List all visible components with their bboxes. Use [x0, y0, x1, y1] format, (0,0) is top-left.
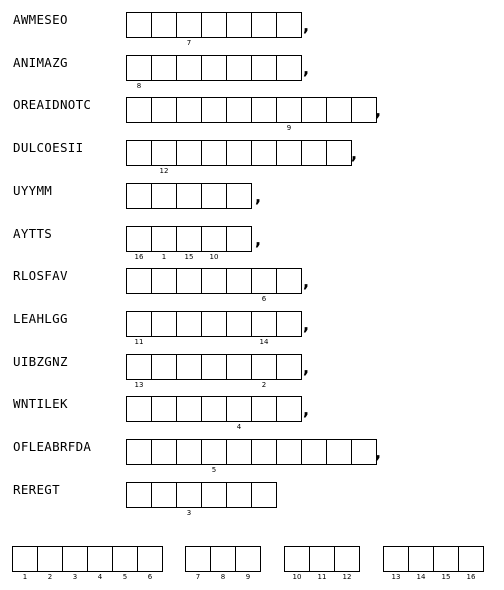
- letter-cell[interactable]: [151, 183, 177, 209]
- cell-number: 13: [391, 573, 401, 581]
- clue-word: UYYMM: [13, 182, 53, 198]
- clue-word: AYTTS: [13, 225, 53, 241]
- answer-cell[interactable]: [235, 546, 261, 581]
- answer-cell[interactable]: [137, 546, 163, 581]
- letter-cell[interactable]: [126, 97, 152, 123]
- row-comma: ,: [303, 58, 310, 78]
- letter-cell[interactable]: [251, 268, 277, 304]
- cell-number: 3: [186, 508, 192, 517]
- letter-cell[interactable]: [226, 12, 252, 38]
- cell-number: 10: [292, 573, 302, 581]
- answer-row: [126, 354, 302, 389]
- answer-row: [126, 97, 377, 133]
- letter-cell[interactable]: [126, 311, 152, 346]
- letter-cell[interactable]: [351, 97, 377, 123]
- answer-row: [126, 396, 302, 432]
- letter-cell[interactable]: [176, 268, 202, 294]
- letter-cell[interactable]: [251, 97, 277, 123]
- final-answer-word: [12, 546, 163, 581]
- answer-cell[interactable]: [433, 546, 459, 581]
- cell-number: 8: [220, 573, 226, 581]
- letter-cell[interactable]: [301, 97, 327, 123]
- letter-cell[interactable]: [126, 55, 152, 90]
- cell-number: 12: [342, 573, 352, 581]
- letter-cell[interactable]: [201, 396, 227, 422]
- letter-cell[interactable]: [226, 311, 252, 337]
- cell-number: 15: [441, 573, 451, 581]
- letter-cell[interactable]: [201, 97, 227, 123]
- cell-number: 16: [134, 252, 144, 261]
- cell-number: 8: [136, 81, 142, 90]
- letter-cell[interactable]: [176, 140, 202, 166]
- clue-word: RLOSFAV: [13, 268, 68, 284]
- letter-cell[interactable]: [126, 396, 152, 422]
- letter-cell[interactable]: [176, 482, 202, 517]
- cell-number: 2: [47, 573, 53, 581]
- letter-cell[interactable]: [151, 55, 177, 81]
- letter-cell[interactable]: [201, 183, 227, 209]
- letter-cell[interactable]: [126, 226, 152, 261]
- letter-cell[interactable]: [201, 268, 227, 294]
- row-comma: ,: [303, 272, 310, 292]
- cell-number: 5: [211, 466, 217, 474]
- cell-number: 14: [416, 573, 426, 581]
- final-answer-word: [383, 546, 484, 581]
- answer-row: [126, 439, 377, 474]
- letter-cell[interactable]: [151, 140, 177, 176]
- letter-cell[interactable]: [276, 97, 302, 133]
- letter-cell[interactable]: [301, 439, 327, 465]
- row-comma: ,: [351, 144, 358, 164]
- row-comma: ,: [303, 314, 310, 334]
- cell-number: 7: [186, 39, 192, 47]
- letter-cell[interactable]: [226, 226, 252, 252]
- clue-word: DULCOESII: [13, 140, 84, 156]
- letter-cell[interactable]: [251, 482, 277, 508]
- letter-cell[interactable]: [251, 12, 277, 38]
- letter-cell[interactable]: [201, 439, 227, 474]
- answer-cell[interactable]: [62, 546, 88, 581]
- row-comma: ,: [255, 229, 262, 249]
- letter-cell[interactable]: [151, 268, 177, 294]
- answer-cell[interactable]: [408, 546, 434, 581]
- letter-cell[interactable]: [126, 354, 152, 389]
- letter-cell[interactable]: [176, 439, 202, 465]
- letter-cell[interactable]: [176, 183, 202, 209]
- cell-number: 3: [72, 573, 78, 581]
- answer-row: [126, 226, 252, 261]
- letter-cell[interactable]: [251, 311, 277, 346]
- clue-word: OREAIDNOTC: [13, 97, 92, 113]
- letter-cell[interactable]: [176, 354, 202, 380]
- cell-number: 10: [209, 252, 219, 261]
- letter-cell[interactable]: [201, 311, 227, 337]
- clue-word: LEAHLGG: [13, 310, 68, 326]
- letter-cell[interactable]: [151, 439, 177, 465]
- letter-cell[interactable]: [276, 439, 302, 465]
- letter-cell[interactable]: [226, 97, 252, 123]
- clue-word: WNTILEK: [13, 396, 68, 412]
- letter-cell[interactable]: [276, 354, 302, 380]
- letter-cell[interactable]: [176, 55, 202, 81]
- letter-cell[interactable]: [226, 55, 252, 81]
- answer-cell[interactable]: [383, 546, 409, 581]
- cell-number: 1: [22, 573, 28, 581]
- row-comma: ,: [375, 101, 382, 121]
- answer-row: [126, 140, 352, 176]
- answer-cell[interactable]: [458, 546, 484, 581]
- letter-cell[interactable]: [176, 311, 202, 337]
- letter-cell[interactable]: [126, 268, 152, 294]
- answer-cell[interactable]: [37, 546, 63, 581]
- answer-cell[interactable]: [284, 546, 310, 581]
- letter-cell[interactable]: [201, 12, 227, 38]
- cell-number: 7: [195, 573, 201, 581]
- letter-cell[interactable]: [226, 396, 252, 432]
- row-comma: ,: [303, 16, 310, 35]
- letter-cell[interactable]: [201, 55, 227, 81]
- letter-cell[interactable]: [126, 140, 152, 166]
- letter-cell[interactable]: [276, 140, 302, 166]
- cell-number: 9: [245, 573, 251, 581]
- letter-cell[interactable]: [126, 439, 152, 465]
- cell-number: 11: [317, 573, 327, 581]
- letter-cell[interactable]: [276, 12, 302, 38]
- letter-cell[interactable]: [251, 354, 277, 389]
- cell-number: 6: [147, 573, 153, 581]
- letter-cell[interactable]: [326, 140, 352, 166]
- letter-cell[interactable]: [226, 140, 252, 166]
- letter-cell[interactable]: [126, 183, 152, 209]
- letter-cell[interactable]: [276, 311, 302, 337]
- row-comma: ,: [255, 186, 262, 206]
- clue-word: OFLEABRFDA: [13, 439, 92, 454]
- letter-cell[interactable]: [151, 97, 177, 123]
- letter-cell[interactable]: [151, 226, 177, 261]
- letter-cell[interactable]: [176, 97, 202, 123]
- cell-number: 4: [236, 423, 242, 432]
- row-comma: ,: [303, 357, 310, 377]
- cell-number: 4: [97, 573, 103, 581]
- letter-cell[interactable]: [151, 482, 177, 508]
- cell-number: 1: [161, 252, 167, 261]
- cell-number: 12: [159, 167, 169, 176]
- letter-cell[interactable]: [201, 140, 227, 166]
- letter-cell[interactable]: [251, 439, 277, 465]
- letter-cell[interactable]: [326, 97, 352, 123]
- answer-cell[interactable]: [185, 546, 211, 581]
- letter-cell[interactable]: [226, 482, 252, 508]
- letter-cell[interactable]: [126, 12, 152, 38]
- cell-number: 14: [259, 337, 269, 346]
- final-answer-word: [284, 546, 360, 581]
- clue-word: REREGT: [13, 481, 60, 497]
- letter-cell[interactable]: [251, 140, 277, 166]
- cell-number: 13: [134, 380, 144, 389]
- answer-row: [126, 183, 252, 208]
- letter-cell[interactable]: [326, 439, 352, 465]
- answer-cell[interactable]: [87, 546, 113, 581]
- letter-cell[interactable]: [176, 12, 202, 47]
- cell-number: 9: [286, 124, 292, 133]
- letter-cell[interactable]: [226, 354, 252, 380]
- answer-row: [126, 55, 302, 90]
- answer-cell[interactable]: [334, 546, 360, 581]
- answer-row: [126, 311, 302, 346]
- clue-word: UIBZGNZ: [13, 353, 68, 369]
- answer-cell[interactable]: [309, 546, 335, 581]
- cell-number: 6: [261, 295, 267, 304]
- answer-row: [126, 12, 302, 47]
- cell-number: 2: [261, 380, 267, 389]
- letter-cell[interactable]: [176, 226, 202, 261]
- letter-cell[interactable]: [151, 396, 177, 422]
- letter-cell[interactable]: [151, 12, 177, 38]
- letter-cell[interactable]: [226, 268, 252, 294]
- letter-cell[interactable]: [226, 183, 252, 209]
- letter-cell[interactable]: [251, 55, 277, 81]
- clue-word: ANIMAZG: [13, 54, 68, 70]
- final-answer-word: [185, 546, 261, 581]
- row-comma: ,: [375, 443, 382, 462]
- letter-cell[interactable]: [126, 482, 152, 508]
- letter-cell[interactable]: [301, 140, 327, 166]
- cell-number: 5: [122, 573, 128, 581]
- letter-cell[interactable]: [201, 482, 227, 508]
- answer-row: [126, 268, 302, 304]
- answer-cell[interactable]: [210, 546, 236, 581]
- letter-cell[interactable]: [201, 226, 227, 261]
- letter-cell[interactable]: [251, 396, 277, 422]
- row-comma: ,: [303, 400, 310, 420]
- letter-cell[interactable]: [201, 354, 227, 380]
- answer-row: [126, 482, 277, 517]
- letter-cell[interactable]: [226, 439, 252, 465]
- letter-cell[interactable]: [276, 396, 302, 422]
- letter-cell[interactable]: [351, 439, 377, 465]
- cell-number: 15: [184, 252, 194, 261]
- letter-cell[interactable]: [276, 268, 302, 294]
- letter-cell[interactable]: [176, 396, 202, 422]
- answer-cell[interactable]: [12, 546, 38, 581]
- letter-cell[interactable]: [151, 311, 177, 337]
- letter-cell[interactable]: [276, 55, 302, 81]
- answer-cell[interactable]: [112, 546, 138, 581]
- cell-number: 11: [134, 337, 144, 346]
- cell-number: 16: [466, 573, 476, 581]
- letter-cell[interactable]: [151, 354, 177, 380]
- clue-word: AWMESEO: [13, 12, 68, 27]
